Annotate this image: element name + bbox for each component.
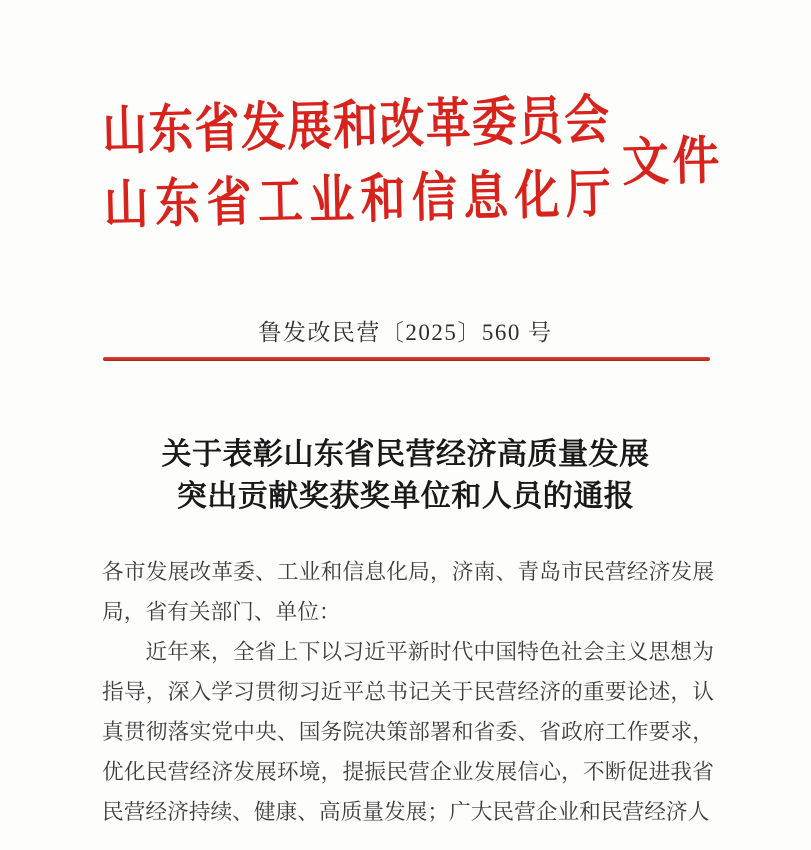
agency-name-line1: 山东省发展和改革委员会 [101,91,610,162]
document-body [102,552,714,832]
document-title-line2: 突出贡献奖获奖单位和人员的通报 [176,480,635,513]
agency-names [101,82,704,244]
document-number: 鲁发改民营〔2025〕560 号 [258,320,553,345]
body-paragraph: 近年来，全省上下以习近平新时代中国特色社会主义思想为指导，深入学习贯彻习近平总书记关于民营经济的重要论述，认真贯彻落实党中央、国务院决策部署和省委、省政府工作要求，优化民营经济发展环境，提振民营企业发展信心，不断促进我省民营经济持续、健康、高质量发展；广大民营企业和民营经济人 [102,640,714,824]
agency-name-line2: 山东省工业和信息化厅 [103,165,612,236]
addressee-paragraph: 各市发展改革委、工业和信息化局，济南、青岛市民营经济发展局，省有关部门、单位： [102,560,714,624]
red-separator-line [103,357,710,361]
document-type-label: 文件 [621,132,724,192]
letterhead [101,81,735,243]
document-title-line1: 关于表彰山东省民营经济高质量发展 [161,438,650,471]
document-title [0,434,811,518]
